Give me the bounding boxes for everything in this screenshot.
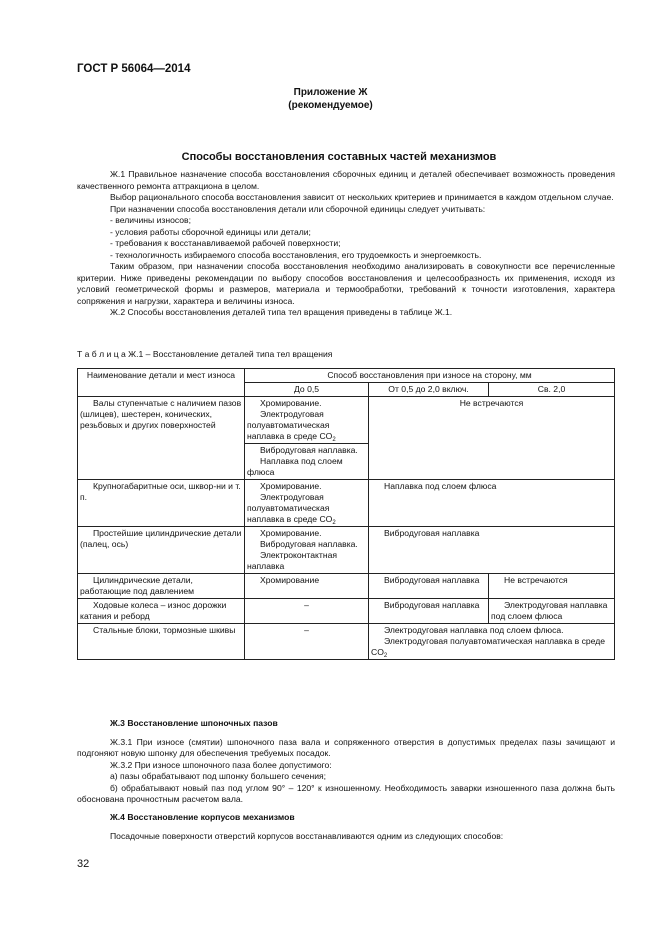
- row-name: Простейшие цилиндрические детали (палец, ось): [78, 527, 245, 574]
- section-heading: Ж.4 Восстановление корпусов механизмов: [110, 812, 295, 822]
- section-title: Способы восстановления составных частей механизмов: [181, 151, 497, 163]
- row-cell: Не встречаются: [369, 397, 615, 480]
- page-number: 32: [77, 858, 90, 870]
- row-name: Крупногабаритные оси, шквор-ни и т. п.: [78, 480, 245, 527]
- table-row: [78, 527, 615, 574]
- paragraph: Ж.1 Правильное назначение способа восстановления сборочных единиц и деталей обеспечивает возможность проведения качественного ремонта аттракциона в целом.: [77, 169, 615, 191]
- paragraph: Таким образом, при назначении способа восстановления необходимо анализировать в совокупности все перечисленные критерии. Ниже приведены рекомендации по выбору способов восстановления и целесообразность их применения, исходя из условий геометрической формы и размеров, материала и термообработки, требований к точности изготовления, характера сопряжения и нагрузки, характера и величины износа.: [77, 261, 615, 306]
- section-keyways: [77, 718, 615, 806]
- row-cell: Наплавка под слоем флюса: [369, 480, 615, 527]
- section-heading: Ж.3 Восстановление шпоночных пазов: [110, 718, 278, 728]
- row-cell: Хромирование. Вибродуговая наплавка. Электроконтактная наплавка: [245, 527, 369, 574]
- header-name-cell: Наименование детали и мест износа: [78, 369, 245, 397]
- list-item: б) обрабатывают новый паз под углом 90° – 120° к изношенному. Необходимость заварки изношенного паза должна быть обоснована прочностным расчетом вала.: [77, 782, 615, 804]
- row-cell: –: [245, 599, 369, 624]
- section-housings: [77, 812, 615, 842]
- row-cell: –: [245, 624, 369, 660]
- table-row: [78, 599, 615, 624]
- table-row: [78, 624, 615, 660]
- list-item: - требования к восстанавливаемой рабочей поверхности;: [110, 238, 341, 248]
- table-row: [78, 574, 615, 599]
- row-name: Валы ступенчатые с наличием пазов (шлицев), шестерен, конических, резьбовых и других поверхностей: [78, 397, 245, 480]
- restoration-table: [77, 368, 615, 660]
- row-cell: Вибродуговая наплавка: [369, 599, 489, 624]
- document-header: ГОСТ Р 56064—2014: [77, 63, 191, 75]
- row-cell: Хромирование: [245, 574, 369, 599]
- appendix-subtitle: (рекомендуемое): [288, 100, 373, 111]
- list-item: - величины износов;: [110, 215, 192, 225]
- paragraph: Посадочные поверхности отверстий корпусов восстанавливаются одним из следующих способов:: [110, 830, 504, 841]
- header-col-1: До 0,5: [245, 383, 369, 397]
- list-item: а) пазы обрабатывают под шпонку большего сечения;: [110, 771, 327, 781]
- row-name: Цилиндрические детали, работающие под давлением: [78, 574, 245, 599]
- paragraph: Ж.2 Способы восстановления деталей типа тел вращения приведены в таблице Ж.1.: [110, 307, 453, 317]
- row-cell: Вибродуговая наплавка: [369, 574, 489, 599]
- paragraph: При назначении способа восстановления детали или сборочной единицы следует учитывать:: [110, 203, 486, 214]
- table-header-row: [78, 369, 615, 383]
- intro-text: [77, 169, 615, 319]
- paragraph: Ж.3.2 При износе шпоночного паза более допустимого:: [110, 759, 332, 770]
- list-item: - технологичность избираемого способа восстановления, его трудоемкость и энергоемкость.: [110, 249, 482, 260]
- header-method-cell: Способ восстановления при износе на сторону, мм: [245, 369, 615, 383]
- paragraph: Ж.3.1 При износе (смятии) шпоночного паза вала и сопряженного отверстия в допустимых пределах пазы зачищают и подгоняют новую шпонку для обеспечения требуемых посадок.: [77, 736, 615, 758]
- row-cell: Вибродуговая наплавка: [369, 527, 615, 574]
- table-row: [78, 480, 615, 527]
- table-row: [78, 397, 615, 444]
- row-name: Стальные блоки, тормозные шкивы: [78, 624, 245, 660]
- row-cell: Не встречаются: [489, 574, 615, 599]
- row-name: Ходовые колеса – износ дорожки катания и реборд: [78, 599, 245, 624]
- table-caption: Т а б л и ц а Ж.1 – Восстановление деталей типа тел вращения: [77, 349, 333, 359]
- header-col-3: Св. 2,0: [489, 383, 615, 397]
- list-item: - условия работы сборочной единицы или детали;: [110, 226, 311, 237]
- header-col-2: От 0,5 до 2,0 включ.: [369, 383, 489, 397]
- row-cell: Хромирование. Электродуговая полуавтоматическая наплавка в среде $CO_2$: [245, 480, 369, 527]
- row-cell: Электродуговая наплавка под слоем флюса. Электродуговая полуавтоматическая наплавка в среде $CO_2$: [369, 624, 615, 660]
- row-cell: Электродуговая наплавка под слоем флюса: [489, 599, 615, 624]
- row-cell: Вибродуговая наплавка. Наплавка под слоем флюса: [245, 444, 369, 480]
- row-cell: Хромирование. Электродуговая полуавтоматическая наплавка в среде $CO_2$: [245, 397, 369, 444]
- paragraph: Выбор рационального способа восстановления зависит от нескольких критериев и принимается в каждом отдельном случае.: [110, 192, 614, 202]
- appendix-title: Приложение Ж: [293, 87, 368, 98]
